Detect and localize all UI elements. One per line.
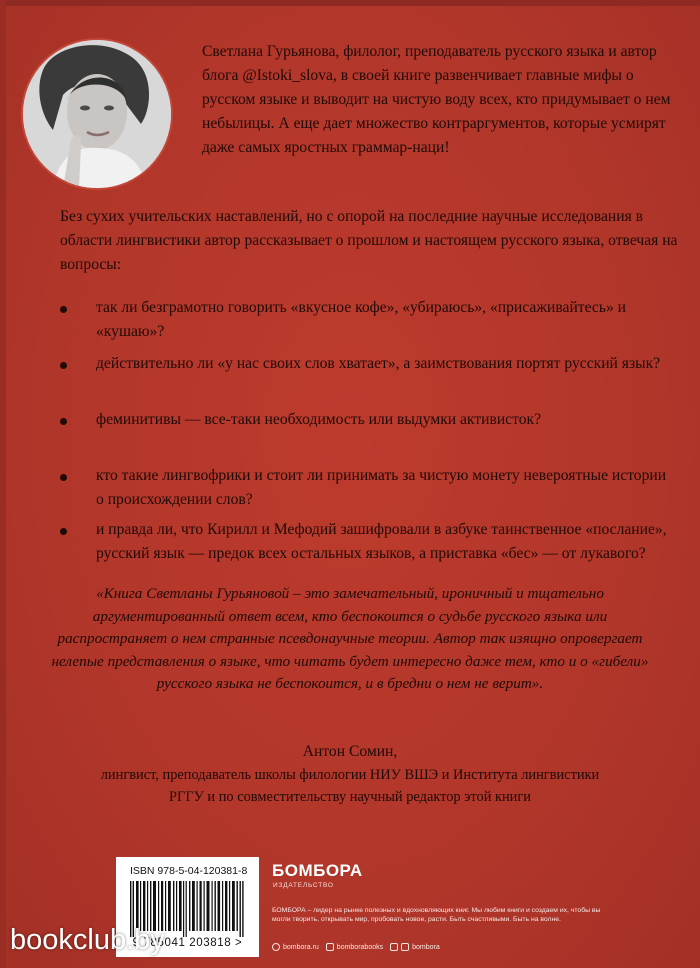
reviewer-name: Антон Сомин, xyxy=(302,743,398,760)
social-vk xyxy=(390,943,440,951)
bullet-icon xyxy=(60,418,67,425)
social-site xyxy=(272,943,319,951)
intro-paragraph: Без сухих учительских наставлений, но с опорой на последние научные исследования в области лингвистики автор рассказывает о прошлом и настоящем русского языка, отвечая на вопросы: xyxy=(60,208,678,273)
bullet-icon xyxy=(60,306,67,313)
globe-icon xyxy=(272,943,280,951)
cover-top-edge xyxy=(0,0,700,6)
barcode-number: 9 785041 203818 > xyxy=(132,937,243,949)
review-quote: «Книга Светланы Гурьяновой – это замечательный, ироничный и тщательно аргументированный ответ всем, кто беспокоится о судьбе русского языка или распространяет о нем странные псевдонаучные теории. Автор так изящно опровергает нелепые представления о языке, что читать будет интересно даже тем, кто и о «гибели» русского языка не беспокоится, и в бредни о нем не верит». xyxy=(51,585,649,693)
cover-left-edge xyxy=(0,0,6,968)
question-text: действительно ли «у нас своих слов хватает», а заимствования портят русский язык? xyxy=(96,355,661,372)
watermark: bookclub.by xyxy=(10,924,165,956)
reviewer-role: лингвист, преподаватель школы филологии НИУ ВШЭ и Института лингвистики РГГУ и по совместительству научный редактор этой книги xyxy=(100,767,600,805)
site-label: bombora.ru xyxy=(283,943,319,951)
author-bio: Светлана Гурьянова, филолог, преподаватель русского языка и автор блога @Istoki_slova, в своей книге развенчивает главные мифы о русском языке и выводит на чистую воду всех, кто придумывает о нем небылицы. А еще дает множество контраргументов, которые усмирят даже самых яростных граммар-наци! xyxy=(202,43,671,156)
question-text: и правда ли, что Кирилл и Мефодий зашифровали в азбуке таинственное «послание», русский язык — предок всех остальных языков, а приставка «бес» — от лукавого? xyxy=(96,521,667,562)
question-text: кто такие лингвофрики и стоит ли принимать за чистую монету невероятные истории о происхождении слов? xyxy=(96,467,667,508)
question-text: так ли безграмотно говорить «вкусное кофе», «убираюсь», «присаживайтесь» и «кушаю»? xyxy=(96,299,626,340)
instagram-icon xyxy=(326,943,334,951)
publisher-logo: БОМБОРА xyxy=(272,861,363,880)
bullet-icon xyxy=(60,362,67,369)
question-text: феминитивы — все-таки необходимость или выдумки активисток? xyxy=(96,411,541,428)
bullet-icon xyxy=(60,528,67,535)
vk-icon xyxy=(390,943,398,951)
publisher-socials xyxy=(272,941,440,953)
publisher-blurb: БОМБОРА – лидер на рынке полезных и вдохновляющих книг. Мы любим книги и создаем их, чтобы вы могли творить, открывать мир, пробовать новое, расти. Быть счастливыми. Быть на волне. xyxy=(272,907,601,923)
publisher-subtitle: ИЗДАТЕЛЬСТВО xyxy=(273,882,334,889)
bullet-icon xyxy=(60,474,67,481)
facebook-icon xyxy=(401,943,409,951)
social-label: bombora xyxy=(412,943,440,951)
isbn-label: ISBN 978-5-04-120381-8 xyxy=(130,865,248,877)
social-instagram xyxy=(326,943,383,951)
instagram-label: bomborabooks xyxy=(336,943,384,951)
author-photo xyxy=(23,40,171,188)
